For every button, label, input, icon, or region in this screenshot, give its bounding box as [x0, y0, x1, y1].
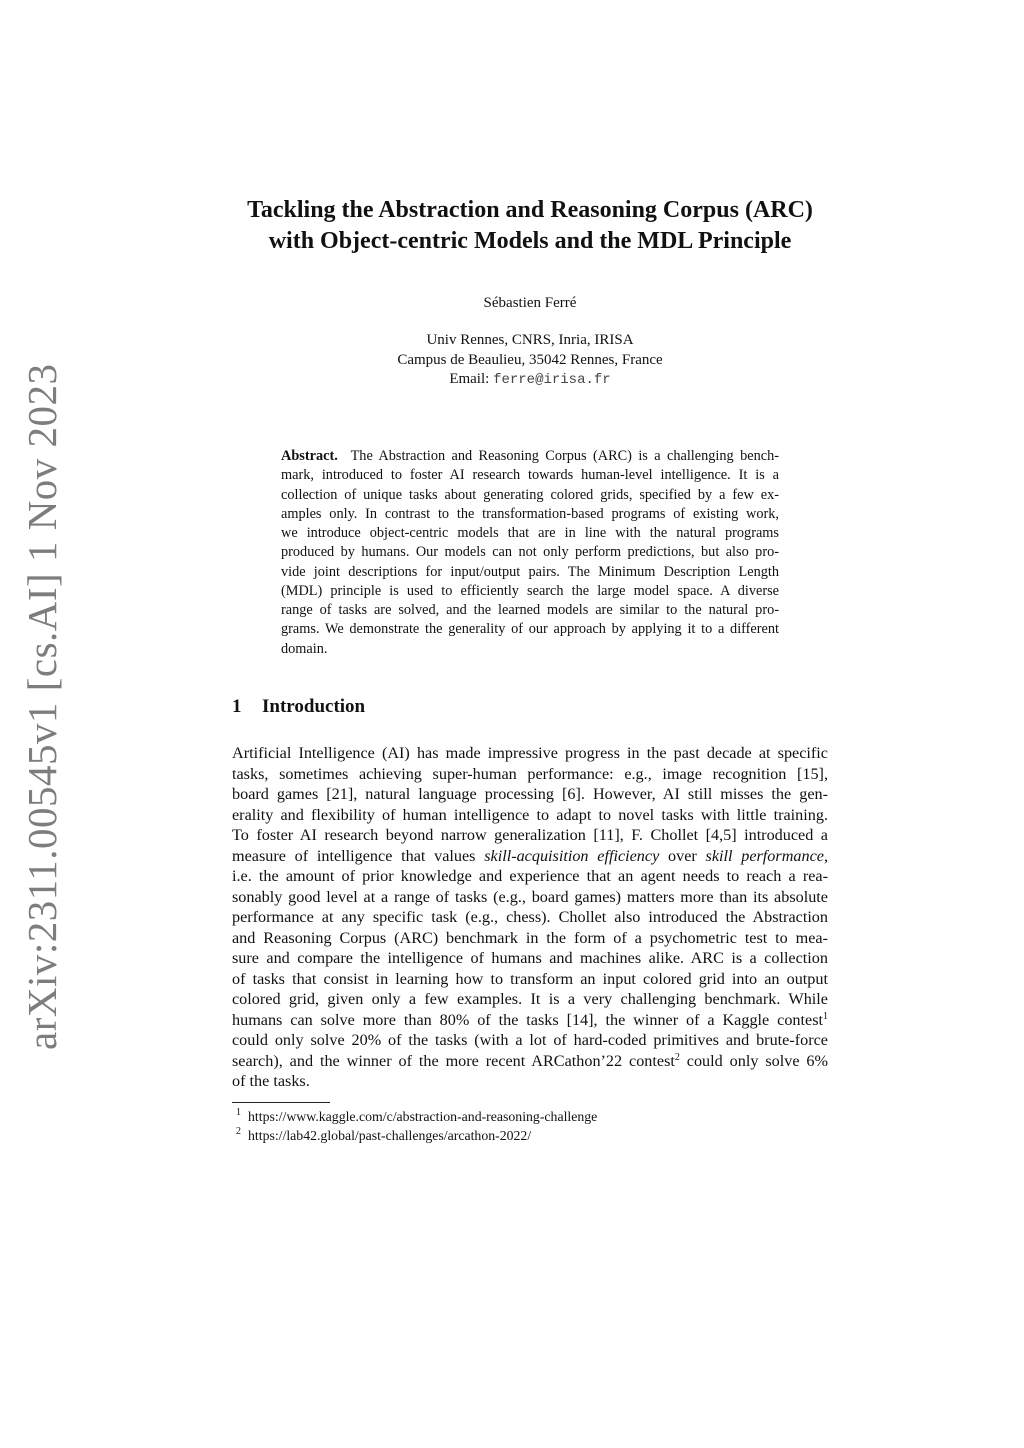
text-run: ,: [823, 846, 828, 865]
abstract-line: amples only. In contrast to the transformation-based programs of existing work,: [281, 505, 779, 522]
affiliation-address: Campus de Beaulieu, 35042 Rennes, France: [397, 351, 663, 368]
footnote-ref-1[interactable]: 1: [823, 1010, 828, 1022]
paper-title-line-1: Tackling the Abstraction and Reasoning Corpus (ARC): [247, 197, 813, 223]
paragraph-line: performance at any specific task (e.g., chess). Chollet also introduced the Abstraction: [232, 908, 828, 926]
email-label: Email:: [449, 371, 494, 387]
abstract-line: mark, introduced to foster AI research towards human-level intelligence. It is a: [281, 467, 779, 484]
abstract-line: [281, 447, 779, 466]
paragraph-line: of tasks that consist in learning how to transform an input colored grid into an output: [232, 969, 828, 988]
abstract-line: range of tasks are solved, and the learned models are similar to the natural pro-: [281, 602, 779, 618]
footnote-divider: [232, 1102, 330, 1103]
paragraph-line: could only solve 20% of the tasks (with a lot of hard-coded primitives and brute-force: [232, 1031, 828, 1049]
text-run: over: [659, 846, 706, 865]
text-run: search), and the winner of the more recent ARCathon’22 contest: [232, 1051, 675, 1070]
footnote-ref-2[interactable]: 2: [674, 1051, 680, 1063]
paragraph-line: [232, 1010, 828, 1031]
footnote-url[interactable]: https://www.kaggle.com/c/abstraction-and-reasoning-challenge: [248, 1109, 598, 1124]
affiliation-block: [200, 331, 860, 391]
email-address[interactable]: ferre@irisa.fr: [493, 372, 611, 388]
paragraph-line: tasks, sometimes achieving super-human performance: e.g., image recognition [15],: [232, 764, 828, 783]
abstract-line: grams. We demonstrate the generality of our approach by applying it to a different: [281, 621, 779, 638]
paragraph-line: erality and flexibility of human intelligence to adapt to novel tasks with little training.: [232, 805, 828, 824]
paragraph-line: colored grid, given only a few examples. It is a very challenging benchmark. While: [232, 990, 828, 1008]
paragraph-line: board games [21], natural language processing [6]. However, AI still misses the gen-: [232, 785, 828, 803]
abstract-line: produced by humans. Our models can not only perform predictions, but also pro-: [281, 544, 779, 561]
text-run: could only solve 6%: [679, 1051, 828, 1070]
abstract-label: Abstract.: [281, 448, 338, 464]
emphasis-skill-acquisition: skill-acquisition efficiency: [484, 846, 660, 865]
footnote-1: $^1$ https://www.kaggle.com/c/abstraction-and-reasoning-challenge: [236, 1107, 598, 1124]
footnote-2: $^2$ https://lab42.global/past-challenges/arcathon-2022/: [236, 1126, 532, 1143]
paragraph-line: [232, 846, 828, 867]
section-number: 1: [232, 696, 242, 717]
paragraph-line: of the tasks.: [232, 1072, 310, 1090]
paper-title: [200, 195, 860, 257]
paragraph-line: i.e. the amount of prior knowledge and experience that an agent needs to reach a rea-: [232, 867, 828, 885]
text-run: measure of intelligence that values: [232, 846, 485, 865]
footnote-url[interactable]: https://lab42.global/past-challenges/arcathon-2022/: [248, 1128, 532, 1143]
affiliation-institution: Univ Rennes, CNRS, Inria, IRISA: [426, 332, 634, 348]
section-heading-introduction: [232, 694, 365, 720]
section-title: Introduction: [262, 696, 366, 717]
abstract-line: domain.: [281, 640, 328, 657]
abstract-line: vide joint descriptions for input/output pairs. The Minimum Description Length: [281, 563, 779, 580]
paragraph-line: sure and compare the intelligence of humans and machines alike. ARC is a collection: [232, 949, 828, 967]
paper-title-line-2: with Object-centric Models and the MDL Principle: [268, 228, 792, 254]
abstract-line: collection of unique tasks about generating colored grids, specified by a few ex-: [281, 486, 779, 503]
arxiv-identifier-stamp: arXiv:2311.00545v1 [cs.AI] 1 Nov 2023: [19, 363, 65, 1050]
author-name: Sébastien Ferré: [483, 295, 577, 311]
abstract-line: we introduce object-centric models that are in line with the natural programs: [281, 525, 779, 541]
emphasis-skill-performance: skill performance: [705, 846, 824, 865]
introduction-paragraph: [232, 743, 828, 1092]
abstract: [281, 447, 779, 659]
text-run: humans can solve more than 80% of the tasks [14], the winner of a Kaggle contest: [232, 1010, 823, 1029]
paragraph-line: sonably good level at a range of tasks (e.g., board games) matters more than its absolute: [232, 887, 828, 906]
paragraph-line: To foster AI research beyond narrow generalization [11], F. Chollet [4,5] introduced a: [232, 826, 828, 844]
affiliation-email-line: [200, 370, 860, 391]
paragraph-line: [232, 1051, 828, 1072]
abstract-line: (MDL) principle is used to efficiently search the large model space. A diverse: [281, 582, 779, 599]
abstract-line-text: The Abstraction and Reasoning Corpus (ARC) is a challenging bench-: [350, 448, 779, 464]
paragraph-line: and Reasoning Corpus (ARC) benchmark in the form of a psychometric test to mea-: [232, 928, 828, 947]
paragraph-line: Artificial Intelligence (AI) has made impressive progress in the past decade at specific: [232, 744, 828, 762]
